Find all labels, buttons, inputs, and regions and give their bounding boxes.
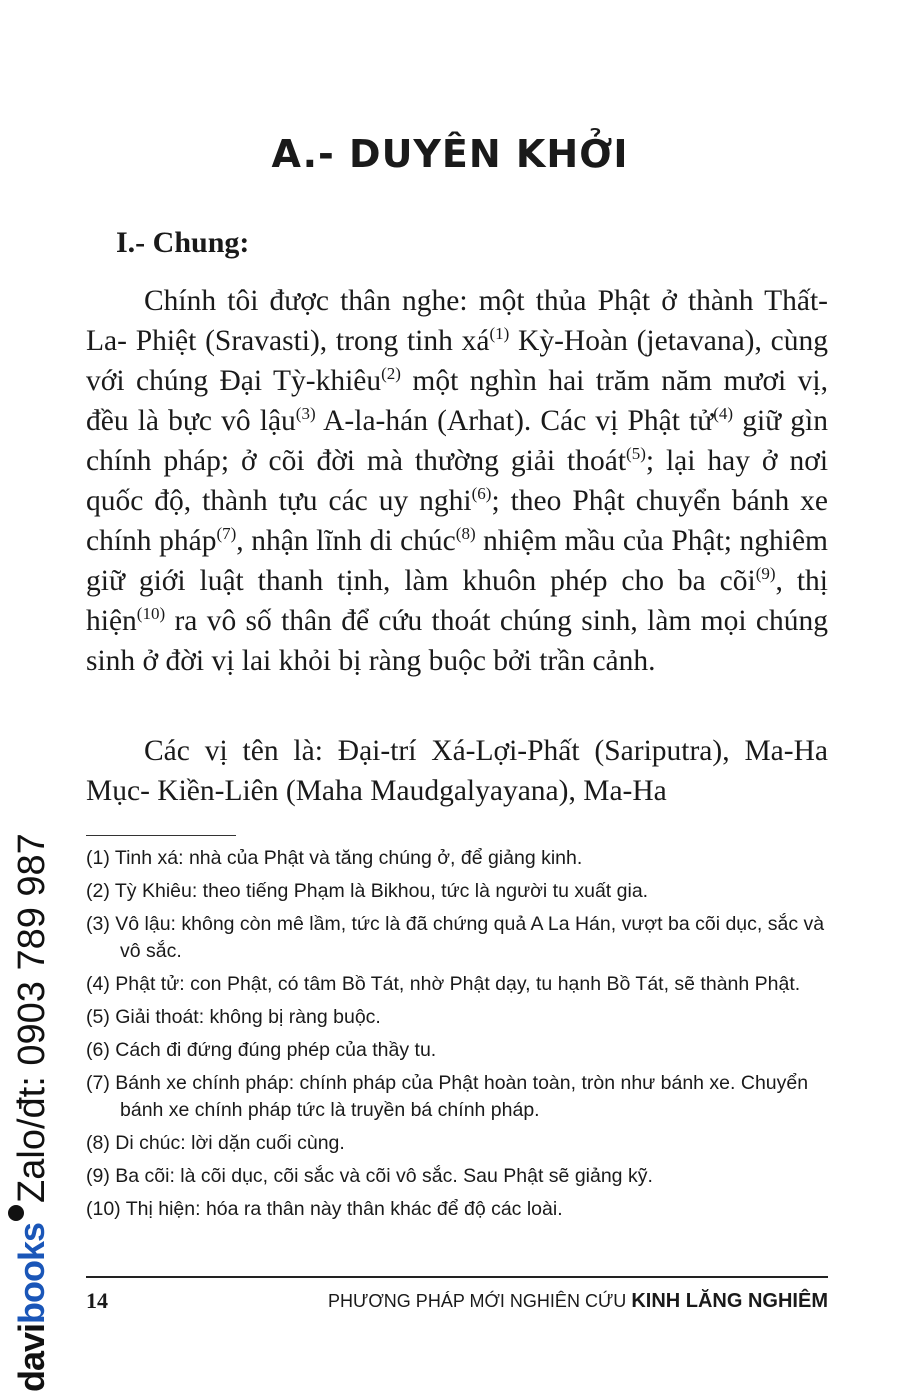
page-number: 14	[86, 1288, 108, 1313]
footnote-item: (1) Tinh xá: nhà của Phật và tăng chúng ở, để giảng kinh.	[86, 847, 583, 869]
registered-mark-icon	[8, 1205, 24, 1221]
watermark-brand-prefix: davi	[11, 1323, 52, 1392]
footnote-ref: (3)	[295, 404, 316, 424]
body-paragraph-2	[86, 731, 828, 811]
watermark	[8, 833, 54, 1392]
footnote-item: (5) Giải thoát: không bị ràng buộc.	[86, 1006, 381, 1028]
body-paragraph-1	[86, 281, 828, 681]
text-run: , thị hiện	[86, 565, 828, 637]
watermark-logo	[11, 1223, 52, 1392]
text-run: ra vô số thân để cứu thoát chúng sinh, làm mọi chúng sinh ở đời vị lai khỏi bị ràng buộc bởi trần cảnh.	[86, 605, 828, 677]
footnote-ref: (4)	[713, 404, 734, 424]
footnote-item: (10) Thị hiện: hóa ra thân này thân khác để độ các loài.	[86, 1198, 563, 1220]
chapter-title: A.- DUYÊN KHỞI	[271, 132, 629, 176]
text-run: A-la-hán (Arhat). Các vị Phật tử	[315, 405, 714, 437]
text-run: giữ gìn chính pháp; ở cõi đời mà thường giải thoát	[86, 405, 828, 477]
footnote-item: (6) Cách đi đứng đúng phép của thầy tu.	[86, 1039, 437, 1061]
footnote-item: (9) Ba cõi: là cõi dục, cõi sắc và cõi vô sắc. Sau Phật sẽ giảng kỹ.	[86, 1165, 653, 1187]
watermark-brand-suffix: books	[11, 1222, 52, 1324]
running-header	[328, 1290, 828, 1313]
footnote-item: (2) Tỳ Khiêu: theo tiếng Phạm là Bikhou, tức là người tu xuất gia.	[86, 880, 649, 902]
footnote-ref: (5)	[626, 444, 646, 464]
footnote-ref: (1)	[489, 324, 510, 344]
text-run: ; lại hay ở nơi quốc độ, thành tựu các uy nghi	[86, 445, 829, 517]
paragraph-text: Các vị tên là: Đại-trí Xá-Lợi-Phất (Sariputra), Ma-Ha Mục- Kiền-Liên (Maha Maudgalyayana), Ma-Ha	[86, 735, 828, 807]
footnote-divider	[86, 835, 236, 836]
text-run: Kỳ-Hoàn (jetavana), cùng với chúng Đại Tỳ-khiêu	[86, 325, 828, 397]
footnote-ref: (6)	[471, 484, 492, 504]
text-run: , nhận lĩnh di chúc	[236, 525, 456, 557]
text-run: Chính tôi được thân nghe: một thủa Phật ở thành Thất-La- Phiệt (Sravasti), trong tinh xá	[86, 285, 828, 357]
footnote-item: (4) Phật tử: con Phật, có tâm Bồ Tát, nhờ Phật dạy, tu hạnh Bồ Tát, sẽ thành Phật.	[86, 973, 801, 995]
footnote-ref: (10)	[136, 604, 166, 624]
footnote-list	[86, 845, 831, 1229]
running-header-series: PHƯƠNG PHÁP MỚI NGHIÊN CỨU	[328, 1291, 627, 1311]
footnote-ref: (2)	[381, 364, 401, 384]
footnote-item: (3) Vô lậu: không còn mê lầm, tức là đã chứng quả A La Hán, vượt ba cõi dục, sắc và vô sắc.	[86, 913, 825, 962]
text-run: một nghìn hai trăm năm mươi vị, đều là bực vô lậu	[86, 365, 828, 437]
footer-divider	[86, 1276, 828, 1278]
footnote-ref: (9)	[755, 564, 776, 584]
footnote-item: (7) Bánh xe chính pháp: chính pháp của Phật hoàn toàn, tròn như bánh xe. Chuyển bánh xe chính pháp tức là truyền bá chính pháp.	[86, 1072, 809, 1121]
text-run: nhiệm mầu của Phật; nghiêm giữ giới luật thanh tịnh, làm khuôn phép cho ba cõi	[86, 525, 829, 597]
running-header-book-title: KINH LĂNG NGHIÊM	[631, 1290, 828, 1312]
section-heading: I.- Chung:	[116, 226, 250, 259]
footnote-ref: (7)	[216, 524, 237, 544]
footnote-ref: (8)	[455, 524, 476, 544]
text-run: ; theo Phật chuyển bánh xe chính pháp	[86, 485, 829, 557]
watermark-contact: Zalo/đt: 0903 789 987	[11, 833, 53, 1203]
footnote-item: (8) Di chúc: lời dặn cuối cùng.	[86, 1132, 345, 1154]
